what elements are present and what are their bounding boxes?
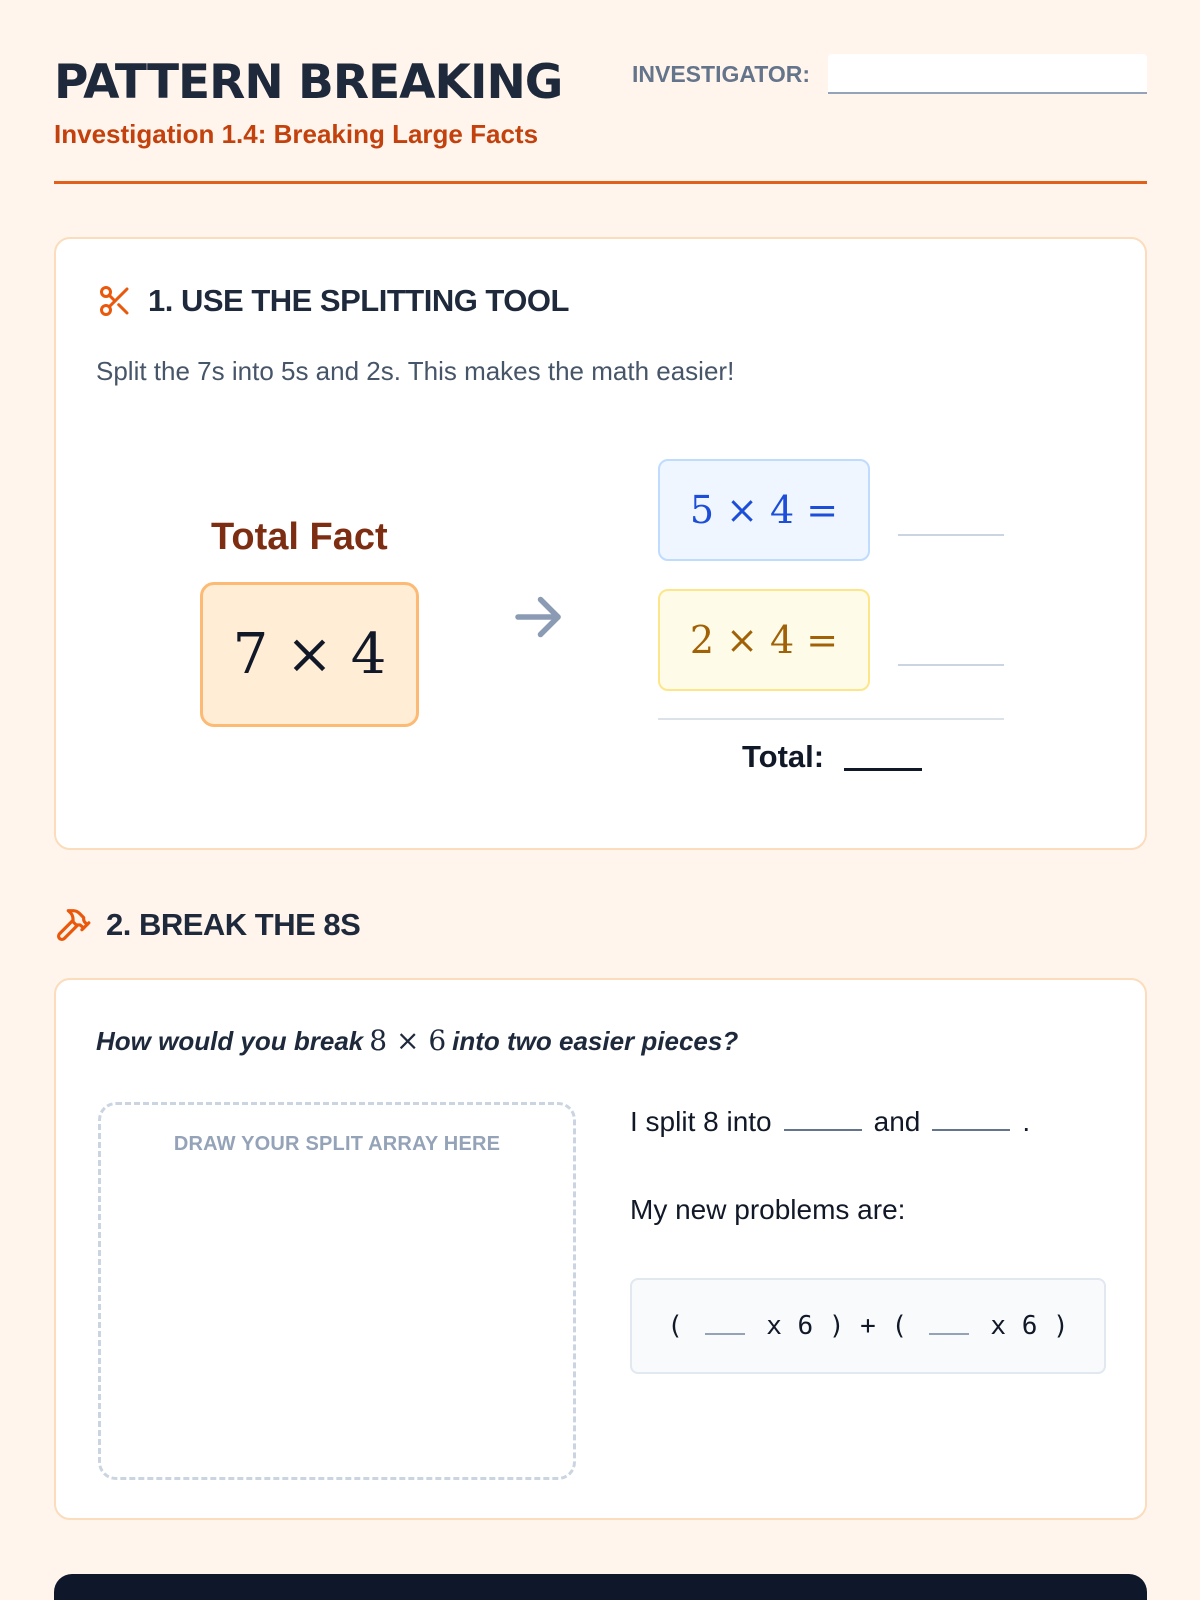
total-fact-label: Total Fact — [211, 516, 388, 558]
split-blank-first[interactable] — [784, 1129, 862, 1131]
page-subtitle: Investigation 1.4: Breaking Large Facts — [54, 119, 539, 149]
total-label: Total: — [742, 739, 825, 774]
question-prefix: How would you break — [96, 1026, 364, 1056]
sum-divider — [658, 718, 1004, 720]
section-1-title: 1. USE THE SPLITTING TOOL — [148, 283, 569, 318]
split-fact-two: 2 × 4 = — [658, 589, 870, 691]
split-text-start: I split 8 into — [630, 1106, 772, 1137]
total-answer-blank[interactable] — [844, 768, 922, 771]
section-2-heading — [54, 906, 360, 944]
investigator-label: INVESTIGATOR: — [632, 61, 811, 87]
worksheet-header — [54, 0, 1147, 184]
question-math: 8 × 6 — [369, 1024, 447, 1057]
footer-bar — [54, 1574, 1147, 1600]
split-blank-second[interactable] — [932, 1129, 1010, 1131]
draw-array-area[interactable] — [98, 1102, 576, 1480]
draw-area-label: DRAW YOUR SPLIT ARRAY HERE — [173, 1133, 501, 1155]
split-sentence — [630, 1106, 1030, 1138]
section-1-heading — [96, 282, 569, 320]
expr-blank-second[interactable] — [929, 1333, 969, 1335]
hammer-icon — [54, 906, 92, 944]
page-title: PATTERN BREAKING — [54, 55, 563, 110]
split-fact-five: 5 × 4 = — [658, 459, 870, 561]
question-suffix: into two easier pieces? — [452, 1026, 739, 1056]
section-2-title: 2. BREAK THE 8S — [106, 907, 361, 942]
answer-blank-two[interactable] — [898, 664, 1004, 666]
split-text-and: and — [873, 1106, 921, 1137]
splitting-tool-card — [54, 237, 1147, 850]
section-1-description: Split the 7s into 5s and 2s. This makes the math easier! — [96, 356, 735, 386]
expression-box — [630, 1278, 1106, 1374]
new-problems-label: My new problems are: — [630, 1194, 906, 1225]
expr-middle: x 6 ) + ( — [750, 1311, 923, 1341]
answer-blank-five[interactable] — [898, 534, 1004, 536]
investigator-name-input[interactable] — [828, 54, 1147, 94]
expr-open: ( — [667, 1311, 699, 1341]
break-eights-card — [54, 978, 1147, 1520]
scissors-icon — [96, 282, 134, 320]
split-text-end: . — [1022, 1106, 1031, 1137]
expr-close: x 6 ) — [974, 1311, 1069, 1341]
total-fact-box: 7 × 4 — [200, 582, 419, 727]
expr-blank-first[interactable] — [705, 1333, 745, 1335]
arrow-right-icon — [508, 587, 568, 652]
question-text — [96, 1024, 738, 1057]
